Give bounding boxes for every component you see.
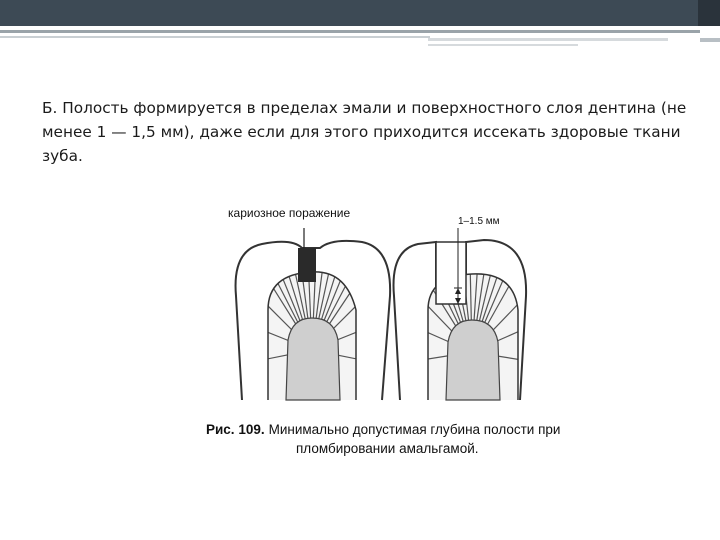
lesion-label: кариозное поражение — [228, 206, 351, 220]
left-pulp — [286, 318, 340, 400]
header-bar — [0, 0, 720, 26]
decor-rule-3 — [700, 38, 720, 42]
caption-line-1: Минимально допустимая глубина полости при — [268, 422, 561, 437]
tooth-figure — [222, 200, 552, 412]
prepared-cavity — [436, 242, 466, 304]
carious-lesion — [298, 248, 316, 282]
depth-label: 1–1.5 мм — [458, 216, 500, 227]
right-pulp — [446, 320, 500, 400]
caption-number: Рис. 109. — [206, 422, 265, 437]
tooth-diagram — [222, 200, 552, 412]
caption-line-2: пломбировании амальгамой. — [296, 441, 479, 456]
header-rule-light — [0, 36, 430, 38]
figure-caption — [206, 420, 566, 458]
header-rule — [0, 30, 700, 33]
decor-rule-1 — [428, 38, 668, 41]
slide-paragraph: Б. Полость формируется в пределах эмали и поверхностного слоя дентина (не менее 1 — 1,5 мм), даже если для этого приходится иссекать здоровые ткани зуба. — [42, 99, 687, 165]
decor-rule-2 — [428, 44, 578, 46]
header-bar-corner — [698, 0, 720, 26]
